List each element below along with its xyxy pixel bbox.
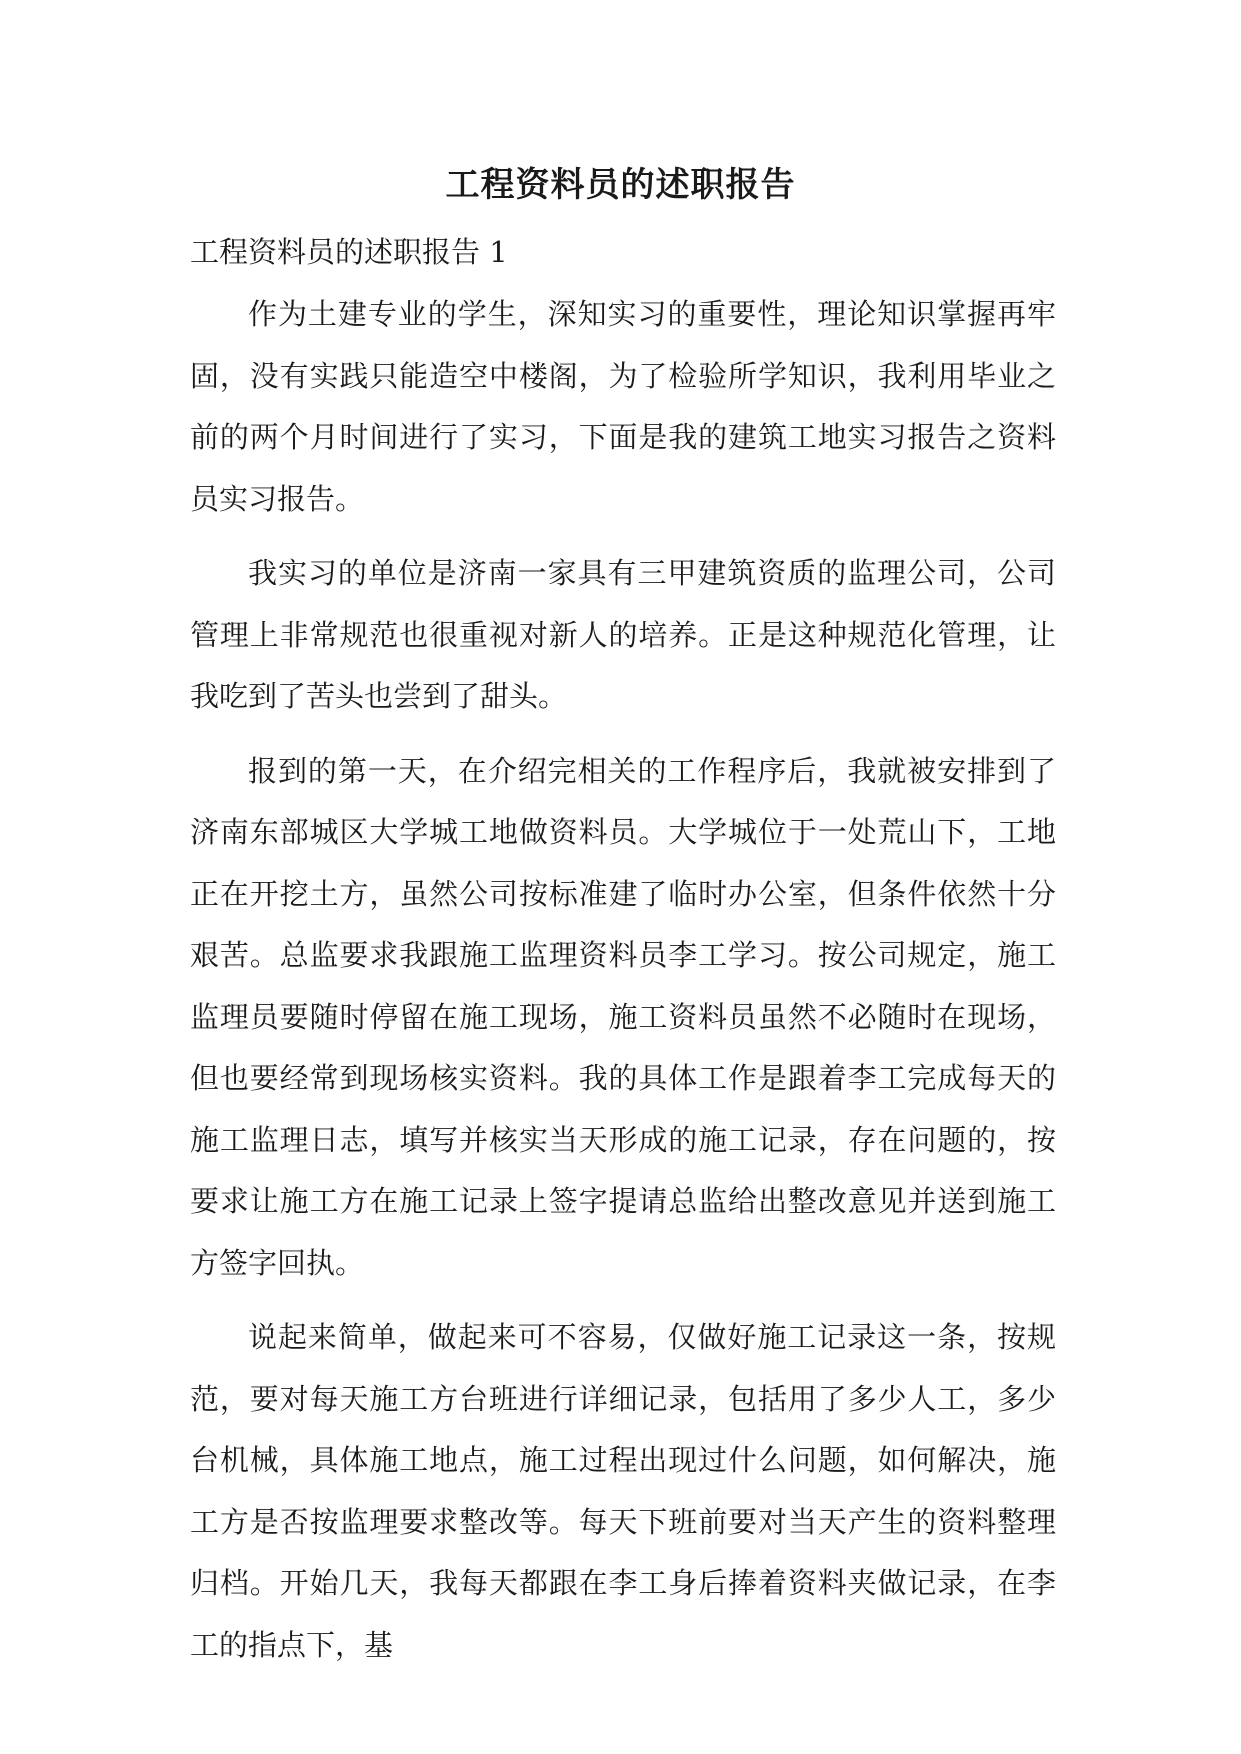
paragraph-intro: 作为土建专业的学生，深知实习的重要性，理论知识掌握再牢固，没有实践只能造空中楼阁，为了检验所学知识，我利用毕业之前的两个月时间进行了实习，下面是我的建筑工地实习报告之资料员实习报告。 bbox=[190, 297, 1056, 516]
paragraph-first-day: 报到的第一天，在介绍完相关的工作程序后，我就被安排到了济南东部城区大学城工地做资料员。大学城位于一处荒山下，工地正在开挖土方，虽然公司按标准建了临时办公室，但条件依然十分艰苦。总监要求我跟施工监理资料员李工学习。按公司规定，施工监理员要随时停留在施工现场，施工资料员虽然不必随时在现场，但也要经常到现场核实资料。我的具体工作是跟着李工完成每天的施工监理日志，填写并核实当天形成的施工记录，存在问题的，按要求让施工方在施工记录上签字提请总监给出整改意见并送到施工方签字回执。 bbox=[190, 753, 1056, 1280]
document-body bbox=[190, 226, 1056, 1689]
paragraph-company: 我实习的单位是济南一家具有三甲建筑资质的监理公司，公司管理上非常规范也很重视对新人的培养。正是这种规范化管理，让我吃到了苦头也尝到了甜头。 bbox=[190, 556, 1056, 713]
paragraph-records: 说起来简单，做起来可不容易，仅做好施工记录这一条，按规范，要对每天施工方台班进行详细记录，包括用了多少人工，多少台机械，具体施工地点，施工过程出现过什么问题，如何解决，施工方是否按监理要求整改等。每天下班前要对当天产生的资料整理归档。开始几天，我每天都跟在李工身后捧着资料夹做记录，在李工的指点下，基 bbox=[190, 1320, 1056, 1662]
section-heading: 工程资料员的述职报告 1 bbox=[190, 235, 508, 269]
document-title: 工程资料员的述职报告 bbox=[445, 165, 796, 205]
